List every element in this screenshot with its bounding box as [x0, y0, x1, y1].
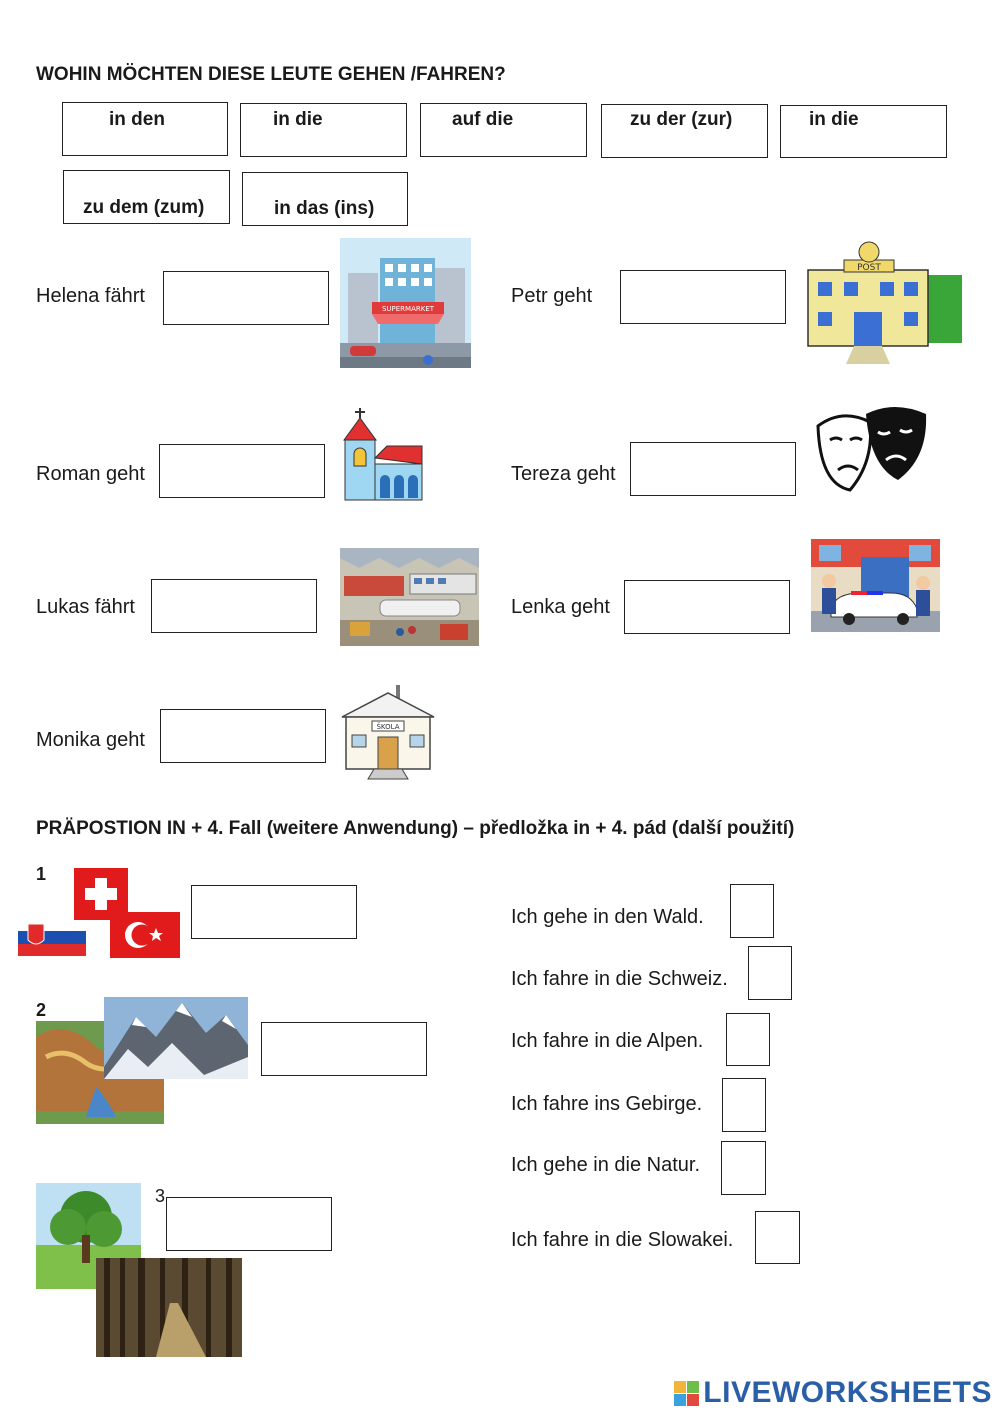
answer-field[interactable]: [163, 271, 329, 325]
number-field[interactable]: [721, 1141, 766, 1195]
answer-field[interactable]: [159, 444, 325, 498]
number-field[interactable]: [726, 1013, 770, 1066]
person-label: Tereza geht: [511, 463, 616, 485]
person-label: Lukas fährt: [36, 596, 135, 618]
number-field[interactable]: [755, 1211, 800, 1264]
number-field[interactable]: [722, 1078, 766, 1132]
section-title-2: PRÄPOSTION IN + 4. Fall (weitere Anwendung) – předložka in + 4. pád (další použití): [36, 818, 795, 839]
answer-field[interactable]: [191, 885, 357, 939]
logo-text: LIVEWORKSHEETS: [703, 1376, 992, 1409]
theatre-masks-icon: [812, 404, 930, 496]
post-office-icon: [804, 240, 964, 366]
police-station-icon: [811, 539, 940, 632]
school-icon: [338, 683, 439, 784]
word-bank-item: in das (ins): [242, 172, 408, 226]
liveworksheets-logo: [674, 1376, 992, 1410]
group-number: 2: [36, 1000, 47, 1020]
word-bank-item: in die: [240, 103, 407, 157]
answer-field[interactable]: [624, 580, 790, 634]
sentence: Ich fahre in die Slowakei.: [511, 1229, 734, 1251]
person-label: Lenka geht: [511, 596, 610, 618]
sentence: Ich fahre in die Alpen.: [511, 1030, 704, 1052]
answer-field[interactable]: [620, 270, 786, 324]
answer-field[interactable]: [151, 579, 317, 633]
sentence: Ich gehe in die Natur.: [511, 1154, 701, 1176]
number-field[interactable]: [730, 884, 774, 938]
word-bank-item: zu der (zur): [601, 104, 768, 158]
answer-field[interactable]: [630, 442, 796, 496]
church-icon: [342, 408, 424, 502]
answer-field[interactable]: [160, 709, 326, 763]
person-label: Monika geht: [36, 729, 145, 751]
group-number: 3: [155, 1186, 166, 1206]
group-number: 1: [36, 864, 47, 884]
sentence: Ich fahre ins Gebirge.: [511, 1093, 703, 1115]
person-label: Helena fährt: [36, 285, 145, 307]
mountains-icon: [36, 997, 248, 1124]
answer-field[interactable]: [261, 1022, 427, 1076]
flags-icon: [18, 868, 180, 960]
word-bank-item: auf die: [420, 103, 587, 157]
word-bank-item: in den: [62, 102, 228, 156]
word-bank-item: in die: [780, 105, 947, 158]
svg-text:SUPERMARKET: SUPERMARKET: [381, 305, 435, 313]
sentence: Ich gehe in den Wald.: [511, 906, 704, 928]
number-field[interactable]: [748, 946, 792, 1000]
logo-icon: [674, 1381, 700, 1407]
school-sign: ŠKOLA: [376, 723, 400, 731]
post-sign: POST: [857, 263, 881, 273]
word-bank-item: zu dem (zum): [63, 170, 230, 224]
answer-field[interactable]: [166, 1197, 332, 1251]
supermarket-icon: [340, 238, 471, 380]
train-station-icon: [340, 548, 479, 646]
sentence: Ich fahre in die Schweiz.: [511, 968, 728, 990]
person-label: Petr geht: [511, 285, 593, 307]
section-title-1: WOHIN MÖCHTEN DIESE LEUTE GEHEN /FAHREN?: [36, 64, 506, 85]
person-label: Roman geht: [36, 463, 145, 485]
